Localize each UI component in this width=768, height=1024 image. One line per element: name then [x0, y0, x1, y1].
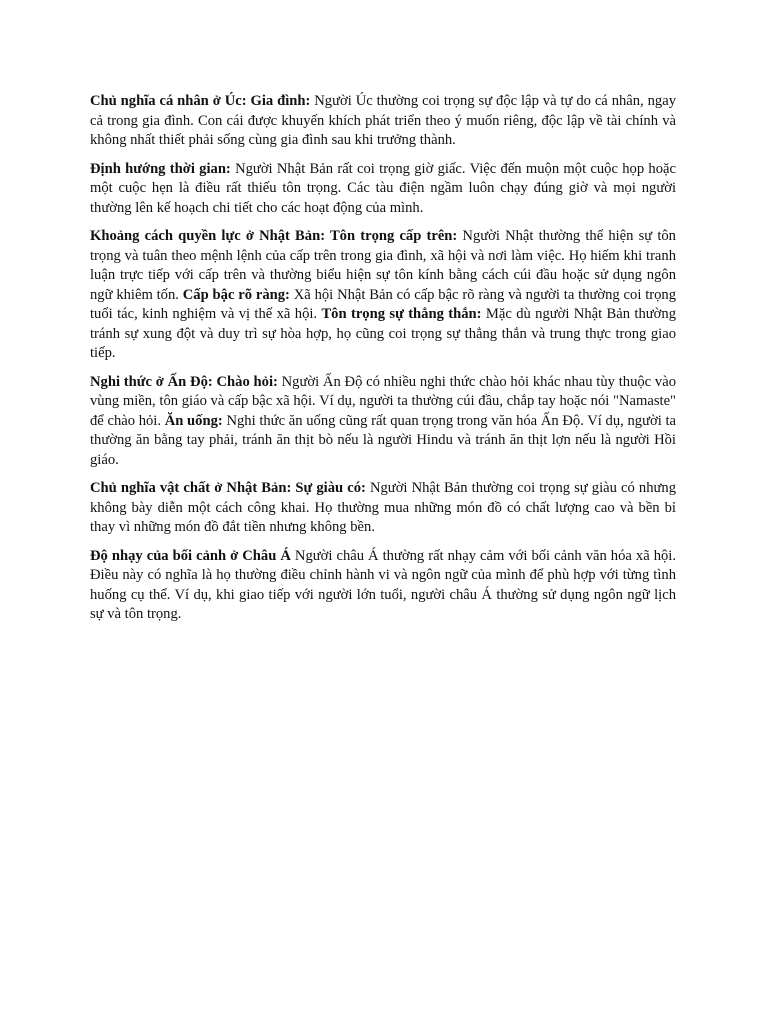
- heading-individualism-family: Chủ nghĩa cá nhân ở Úc: Gia đình:: [90, 93, 311, 109]
- paragraph-text: Người Nhật Bản rất coi trọng giờ giấc. Việc đến muộn một cuộc họp hoặc một cuộc hẹn là điều rất thiếu tôn trọng. Các tàu điện ngầm luôn chạy đúng giờ và mọi người thường lên kế hoạch chi tiết cho các hoạt động của mình.: [90, 160, 676, 216]
- paragraph-text: Mặc dù người Nhật Bản thường tránh sự xung đột và duy trì sự hòa hợp, họ cũng coi trọng sự thẳng thắn và trung thực trong giao tiếp.: [90, 306, 676, 361]
- heading-eating: Ăn uống:: [164, 412, 223, 429]
- paragraph-text: Người Ấn Độ có nhiều nghi thức chào hỏi khác nhau tùy thuộc vào vùng miền, tôn giáo và cấp bậc xã hội. Ví dụ, người ta thường cúi đầu, chắp tay hoặc nói "Namaste" để chào hỏi.: [90, 373, 676, 429]
- heading-power-distance: Khoảng cách quyền lực ở Nhật Bản: Tôn trọng cấp trên:: [90, 228, 458, 244]
- paragraph-text: Người Nhật Bản thường coi trọng sự giàu có nhưng không bày diễn một cách công khai. Họ thường mua những món đồ có chất lượng cao và bền bỉ thay vì những món đồ đắt tiền nhưng không bền.: [90, 480, 676, 535]
- paragraph-text: Nghi thức ăn uống cũng rất quan trọng trong văn hóa Ấn Độ. Ví dụ, người ta thường ăn bằng tay phải, tránh ăn thịt bò nếu là người Hindu và tránh ăn thịt lợn nếu là người Hồi giáo.: [90, 412, 676, 468]
- paragraph-context-sensitivity-asia: [90, 547, 676, 625]
- paragraph-text: Người Nhật thường thể hiện sự tôn trọng và tuân theo mệnh lệnh của cấp trên trong gia đình, xã hội và nơi làm việc. Họ hiếm khi tranh luận trực tiếp với cấp trên và thường biểu hiện sự tôn kính bằng cách cúi đầu hoặc sử dụng ngôn ngữ khiêm tốn.: [90, 228, 676, 303]
- heading-greeting-etiquette: Nghi thức ở Ấn Độ: Chào hỏi:: [90, 373, 278, 390]
- document-page: [90, 92, 676, 634]
- heading-clear-hierarchy: Cấp bậc rõ ràng:: [182, 286, 290, 303]
- paragraph-text: Người Úc thường coi trọng sự độc lập và tự do cá nhân, ngay cả trong gia đình. Con cái được khuyến khích phát triển theo ý muốn riêng, độc lập về tài chính và không nhất thiết phải sống cùng gia đình sau khi trưởng thành.: [90, 93, 676, 148]
- heading-materialism-wealth: Chủ nghĩa vật chất ở Nhật Bản: Sự giàu có:: [90, 480, 366, 496]
- heading-respect-frankness: Tôn trọng sự thẳng thắn:: [321, 306, 482, 322]
- paragraph-text: Người châu Á thường rất nhạy cảm với bối cảnh văn hóa xã hội. Điều này có nghĩa là họ thường điều chỉnh hành vi và ngôn ngữ của mình để phù hợp với từng tình huống cụ thể. Ví dụ, khi giao tiếp với người lớn tuổi, người châu Á thường sử dụng ngôn ngữ lịch sự và tôn trọng.: [90, 547, 676, 622]
- heading-time-orientation: Định hướng thời gian:: [90, 160, 231, 177]
- paragraph-individualism-australia: [90, 92, 676, 151]
- paragraph-time-orientation: [90, 160, 676, 219]
- paragraph-power-distance-japan: [90, 227, 676, 364]
- heading-context-sensitivity: Độ nhạy của bối cảnh ở Châu Á: [90, 547, 291, 564]
- paragraph-text: Xã hội Nhật Bản có cấp bậc rõ ràng và người ta thường coi trọng tuổi tác, kinh nghiệm và vị thế xã hội.: [90, 286, 676, 322]
- paragraph-materialism-japan: [90, 479, 676, 538]
- paragraph-etiquette-india: [90, 373, 676, 471]
